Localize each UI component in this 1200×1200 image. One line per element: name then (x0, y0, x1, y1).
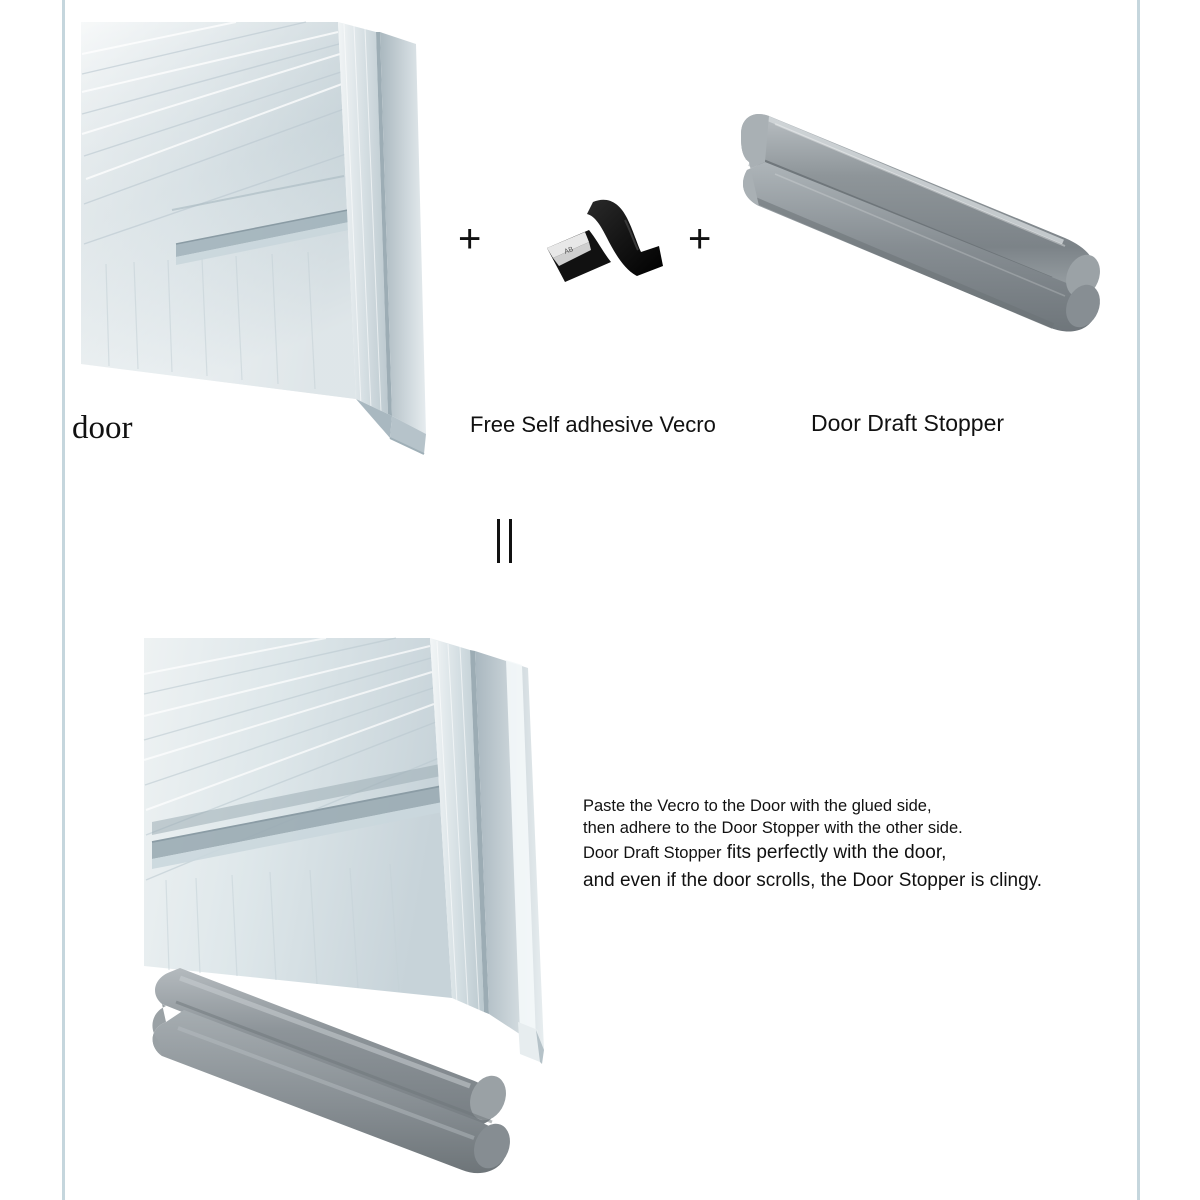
frame-border-right (1137, 0, 1140, 1200)
frame-border-left (62, 0, 65, 1200)
draft-stopper-image-top (735, 100, 1115, 350)
instruction-line-3-product: Door Draft Stopper (583, 844, 722, 862)
velcro-image (541, 196, 669, 292)
instructions-text (583, 795, 1143, 894)
plus-operator-2: + (688, 217, 712, 261)
instruction-line-4: and even if the door scrolls, the Door Stopper is clingy. (583, 870, 1043, 891)
label-door-draft-stopper: Door Draft Stopper (811, 410, 1005, 436)
velcro-tape-text: AB (563, 246, 575, 256)
instruction-line-1: Paste the Vecro to the Door with the glued side, (583, 797, 932, 815)
label-door: door (72, 410, 133, 446)
instruction-line-2: then adhere to the Door Stopper with the other side. (583, 819, 963, 837)
instruction-line-3 (583, 839, 1143, 867)
plus-operator-1: + (458, 217, 482, 261)
label-velcro: Free Self adhesive Vecro (470, 412, 716, 437)
equals-operator (497, 519, 523, 563)
door-with-stopper-image (140, 630, 635, 1175)
instruction-line-3-rest: fits perfectly with the door, (721, 842, 947, 863)
